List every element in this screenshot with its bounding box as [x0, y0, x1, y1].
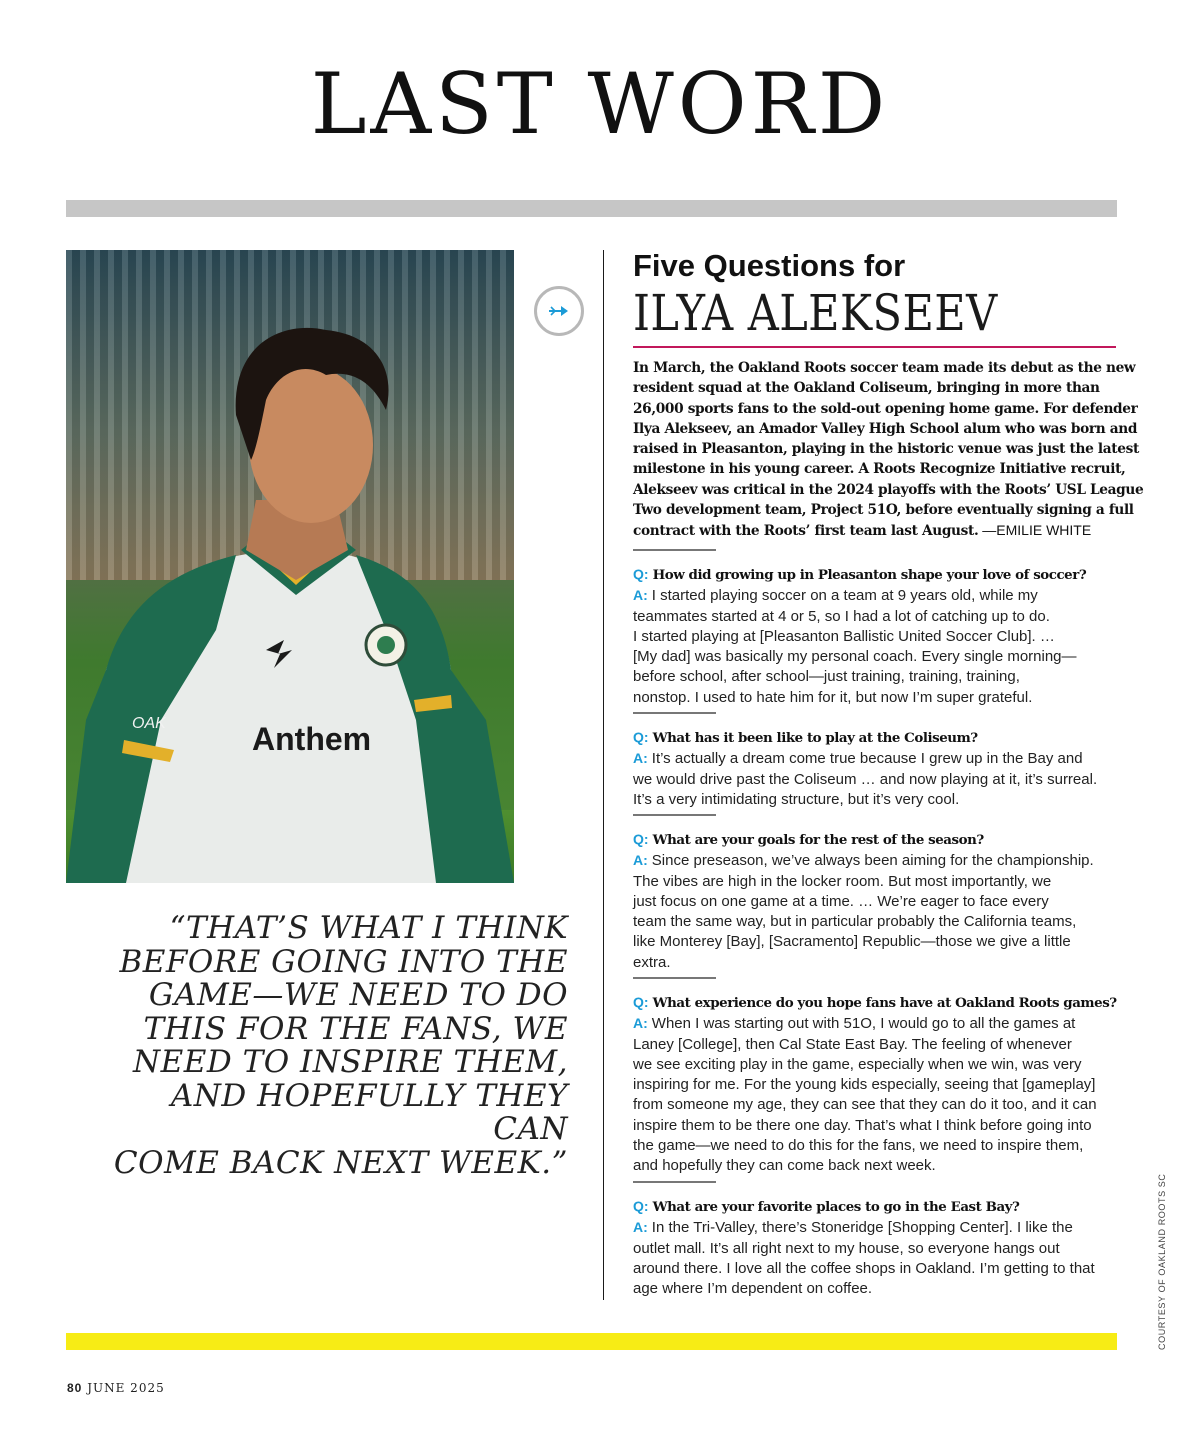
qa-divider	[633, 977, 716, 979]
answer-line: inspiring for me. For the young kids especially, seeing that [gameplay]	[633, 1076, 1096, 1094]
a-tag: A:	[633, 587, 648, 604]
player-figure	[66, 250, 514, 883]
a-tag: A:	[633, 852, 648, 869]
page-number: 80	[67, 1381, 83, 1395]
answer-line: outlet mall. It’s all right next to my house, so everyone hangs out	[633, 1239, 1060, 1257]
qa-divider	[633, 712, 716, 714]
question	[633, 829, 1119, 850]
answer-line: like Monterey [Bay], [Sacramento] Republic—those we give a little	[633, 933, 1071, 951]
intro-line-text: contract with the Roots’ first team last August.	[633, 523, 979, 540]
intro-line: resident squad at the Oakland Coliseum, bringing in more than	[633, 380, 1100, 397]
answer	[633, 1013, 1119, 1176]
answer-line: inspire them to be there one day. That’s what I think before going into	[633, 1116, 1092, 1134]
question-text: What experience do you hope fans have at Oakland Roots games?	[652, 995, 1117, 1011]
answer	[633, 1217, 1119, 1299]
answer-line	[633, 850, 1119, 871]
question	[633, 727, 1119, 748]
answer-line: nonstop. I used to hate him for it, but now I’m super grateful.	[633, 688, 1033, 706]
issue-date: JUNE 2025	[87, 1381, 165, 1395]
footer-divider	[66, 1333, 1117, 1350]
answer	[633, 585, 1119, 708]
answer-line: we see exciting play in the game, especially when we win, was very	[633, 1055, 1082, 1073]
question-text: What are your favorite places to go in the East Bay?	[652, 1199, 1020, 1215]
article-headline: ILYA ALEKSEEV	[633, 284, 998, 342]
answer-line: from someone my age, they can see that they can do it too, and it can	[633, 1096, 1097, 1114]
answer-line: age where I’m dependent on coffee.	[633, 1280, 873, 1298]
intro-line: Alekseev was critical in the 2024 playoffs with the Roots’ USL League	[633, 481, 1144, 498]
answer-line: and hopefully they can come back next week.	[633, 1157, 936, 1175]
headline-rule	[633, 346, 1116, 348]
a-tag: A:	[633, 750, 648, 767]
answer	[633, 850, 1119, 973]
answer-line	[633, 1013, 1119, 1034]
pull-quote-line: “THAT’S WHAT I THINK	[169, 910, 568, 946]
answer-line: the game—we need to do this for the fans, we need to inspire them,	[633, 1137, 1084, 1155]
intro-line: Ilya Alekseev, an Amador Valley High School alum who was born and	[633, 420, 1138, 437]
qa-block	[633, 814, 1119, 973]
article-kicker: Five Questions for	[633, 248, 906, 283]
answer-text: It’s actually a dream come true because I grew up in the Bay and	[651, 750, 1083, 768]
answer-line	[633, 1217, 1119, 1238]
continue-arrow-icon	[534, 286, 584, 336]
q-tag: Q:	[633, 1198, 649, 1214]
page-folio	[67, 1381, 165, 1395]
answer-text: Since preseason, we’ve always been aiming for the championship.	[651, 852, 1094, 870]
qa-divider	[633, 814, 716, 816]
answer-text: When I was starting out with 51O, I would go to all the games at	[651, 1015, 1076, 1033]
pull-quote	[90, 912, 568, 1180]
a-tag: A:	[633, 1219, 648, 1236]
pull-quote-line: AND HOPEFULLY THEY CAN	[170, 1077, 568, 1147]
qa-divider	[633, 549, 716, 551]
question	[633, 1196, 1119, 1217]
answer	[633, 748, 1119, 810]
qa-block	[633, 1181, 1119, 1299]
header-divider	[66, 200, 1117, 217]
q-tag: Q:	[633, 994, 649, 1010]
answer-line: teammates started at 4 or 5, so I had a lot of catching up to do.	[633, 607, 1050, 625]
answer-line: just focus on one game at a time. … We’re eager to face every	[633, 892, 1049, 910]
player-photo	[66, 250, 514, 883]
intro-line: In March, the Oakland Roots soccer team made its debut as the new	[633, 360, 1136, 376]
question	[633, 992, 1119, 1013]
intro-line-last	[633, 520, 1119, 541]
pull-quote-line: BEFORE GOING INTO THE	[119, 943, 568, 980]
intro-line: Two development team, Project 51O, before eventually signing a full	[633, 502, 1134, 519]
answer-line: extra.	[633, 953, 671, 971]
sleeve-text: OAK	[132, 715, 166, 732]
pull-quote-line: COME BACK NEXT WEEK.”	[113, 1144, 568, 1181]
answer-line: team the same way, but in particular probably the California teams,	[633, 913, 1077, 931]
intro-line: milestone in his young career. A Roots Recognize Initiative recruit,	[633, 461, 1126, 478]
qa-block	[633, 549, 1119, 708]
question-text: How did growing up in Pleasanton shape your love of soccer?	[652, 567, 1087, 583]
pull-quote-line: NEED TO INSPIRE THEM,	[132, 1044, 568, 1080]
question-text: What has it been like to play at the Coliseum?	[652, 730, 978, 746]
article-intro	[633, 358, 1144, 542]
qa-block	[633, 712, 1119, 810]
answer-line: Laney [College], then Cal State East Bay. The feeling of whenever	[633, 1035, 1072, 1053]
intro-line: 26,000 sports fans to the sold-out opening home game. For defender	[633, 400, 1138, 417]
q-tag: Q:	[633, 566, 649, 582]
question-text: What are your goals for the rest of the season?	[652, 832, 984, 848]
intro-line: raised in Pleasanton, playing in the historic venue was just the latest	[633, 441, 1139, 458]
jersey-sponsor: Anthem	[252, 721, 372, 757]
q-tag: Q:	[633, 831, 649, 847]
q-tag: Q:	[633, 729, 649, 745]
answer-line: It’s a very intimidating structure, but it’s very cool.	[633, 790, 960, 808]
answer-line	[633, 748, 1119, 769]
answer-text: In the Tri-Valley, there’s Stoneridge [Shopping Center]. I like the	[651, 1219, 1073, 1237]
answer-line: we would drive past the Coliseum … and now playing at it, it’s surreal.	[633, 770, 1098, 788]
question	[633, 564, 1119, 585]
qa-block	[633, 977, 1119, 1177]
column-divider	[603, 250, 604, 1300]
answer-line	[633, 585, 1119, 606]
pull-quote-line: GAME—WE NEED TO DO	[148, 977, 568, 1013]
answer-line: [My dad] was basically my personal coach. Every single morning—	[633, 648, 1077, 666]
a-tag: A:	[633, 1015, 648, 1032]
byline: —EMILIE WHITE	[978, 522, 1092, 539]
answer-line: around there. I love all the coffee shops in Oakland. I’m getting to that	[633, 1259, 1095, 1277]
section-title: LAST WORD	[310, 55, 890, 153]
photo-credit: COURTESY OF OAKLAND ROOTS SC	[1157, 1173, 1167, 1350]
answer-text: I started playing soccer on a team at 9 years old, while my	[651, 587, 1038, 605]
pull-quote-line: THIS FOR THE FANS, WE	[143, 1010, 568, 1047]
answer-line: before school, after school—just training, training, training,	[633, 668, 1020, 686]
qa-divider	[633, 1181, 716, 1183]
answer-line: I started playing at [Pleasanton Ballistic United Soccer Club]. …	[633, 627, 1055, 645]
answer-line: The vibes are high in the locker room. But most importantly, we	[633, 872, 1052, 890]
